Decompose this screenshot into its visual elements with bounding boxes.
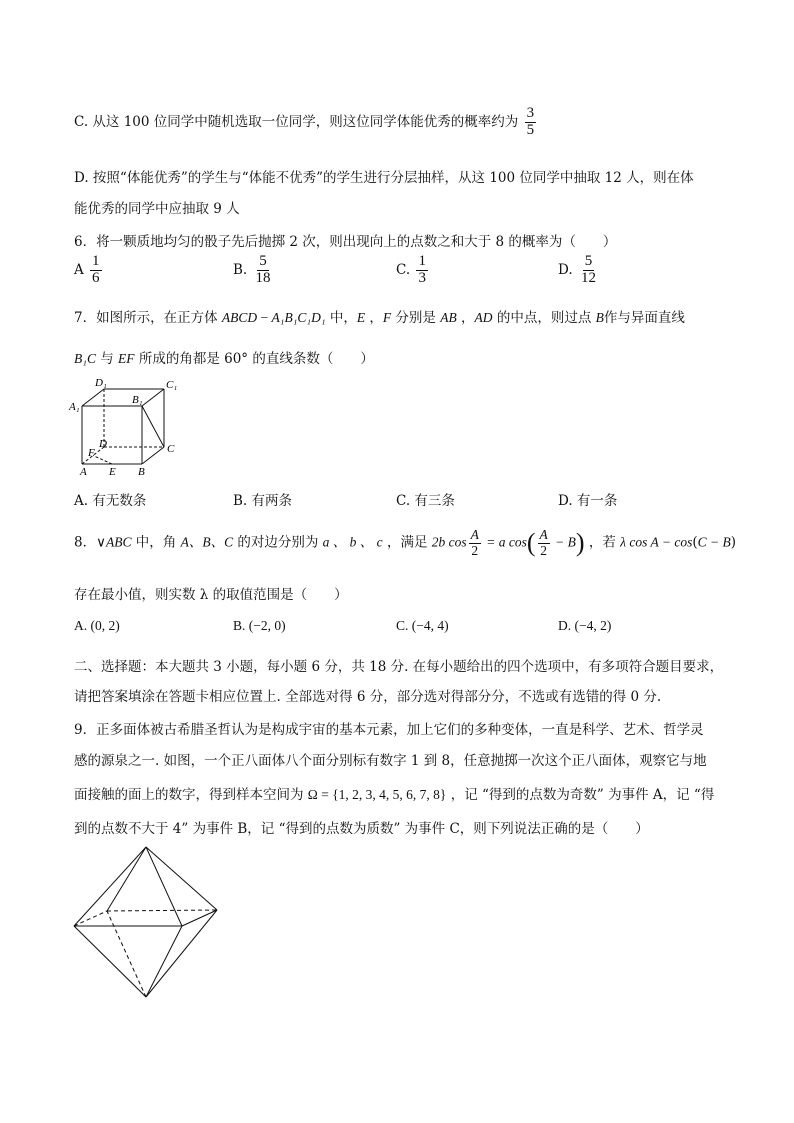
q6-option-b[interactable] <box>233 254 275 287</box>
edge <box>82 389 104 406</box>
q6-option-d[interactable] <box>558 254 600 287</box>
math-cube-top: A₁B₁C₁D₁ <box>271 310 326 325</box>
q5-option-c[interactable] <box>74 106 538 139</box>
cube-figure <box>66 376 190 480</box>
q6-stem: 6．将一颗质地均匀的骰子先后抛掷 2 次，则出现向上的点数之和大于 8 的概率为（ ） <box>74 234 617 250</box>
hidden-edge <box>74 911 107 926</box>
math-sides: a 、 b 、 c <box>322 534 383 550</box>
text: 面接触的面上的数字，得到样本空间为 <box>74 787 308 803</box>
label-d: D <box>99 438 107 450</box>
label-f: F <box>88 447 95 459</box>
text: 的对边分别为 <box>233 534 323 551</box>
fraction-numerator: 5 <box>584 253 593 269</box>
math-fraction <box>538 528 550 557</box>
q8-option-b[interactable]: B. (−2, 0) <box>233 618 286 633</box>
text: 作与异面直线 <box>603 310 685 326</box>
label-a1: A₁ <box>69 401 80 413</box>
math-sample-space: Ω = {1, 2, 3, 4, 5, 6, 7, 8} <box>307 787 447 802</box>
math-fraction <box>469 528 481 557</box>
fraction-numerator: 1 <box>418 253 426 269</box>
math-point-b: B <box>595 310 604 325</box>
math-expression: λ cos A − cos <box>620 534 693 550</box>
text: 与 <box>95 351 119 367</box>
math-condition: 2b cos <box>431 534 467 550</box>
fraction-denominator: 18 <box>255 269 271 286</box>
option-label: B. <box>233 261 248 278</box>
math-cube: ABCD <box>221 310 258 325</box>
math-triangle: ∨ABC <box>96 534 132 550</box>
q5-option-d-line2: 能优秀的同学中应抽取 9 人 <box>74 201 240 217</box>
text: ，若 <box>584 534 621 551</box>
q7-option-c[interactable]: C. 有三条 <box>396 493 455 509</box>
label-a: A <box>80 466 87 478</box>
segment-b1c <box>142 406 164 447</box>
fraction-numerator: 5 <box>259 253 267 269</box>
q9-line1: 9．正多面体被古希腊圣哲认为是构成宇宙的基本元素，加上它们的多种变体，一直是科学、艺术、哲学灵 <box>74 722 704 738</box>
option-fraction <box>90 254 102 287</box>
fraction-denominator: 5 <box>526 121 535 138</box>
label-d1: D₁ <box>95 377 107 389</box>
q5-option-d-line1[interactable]: D. 按照“体能优秀”的学生与“体能不优秀”的学生进行分层抽样，从这 100 位同学中抽取 12 人，则在体 <box>74 170 694 186</box>
paren-left: ( <box>692 534 698 551</box>
math-segment-ad: AD <box>474 310 493 325</box>
fraction-numerator: 3 <box>526 105 535 121</box>
q8-option-a[interactable]: A. (0, 2) <box>74 618 120 633</box>
text: 中，角 <box>131 534 181 551</box>
q7-option-b[interactable]: B. 有两条 <box>233 493 293 509</box>
text: 8． <box>74 534 97 551</box>
text: ，满足 <box>382 534 432 551</box>
q9-line2: 感的源泉之一. 如图，一个正八面体八个面分别标有数字 1 到 8，任意抛掷一次这个正八面体，观察它与地 <box>74 753 707 769</box>
label-e: E <box>109 466 116 478</box>
fraction-numerator: A <box>539 527 548 543</box>
label-b: B <box>138 466 145 478</box>
math-condition: − B <box>551 534 576 550</box>
text: 7．如图所示，在正方体 <box>74 310 222 326</box>
q6-option-c[interactable] <box>396 254 430 287</box>
option-label: D. <box>558 261 573 278</box>
math-segment-ef: EF <box>118 351 135 366</box>
octahedron-figure <box>70 843 222 1003</box>
fraction-numerator: A <box>470 527 479 543</box>
edge <box>146 847 217 910</box>
q7-option-a[interactable]: A. 有无数条 <box>74 493 147 509</box>
math-dash: − <box>257 310 272 325</box>
label-c: C <box>167 443 175 455</box>
edge <box>182 910 217 926</box>
math-condition: = a cos <box>482 534 527 550</box>
fraction-denominator: 12 <box>580 269 596 286</box>
paren-right: ) <box>575 528 585 557</box>
section2-line2: 请把答案填涂在答题卡相应位置上. 全部选对得 6 分，部分选对得部分分，不选或有选错的得 0 分. <box>74 689 662 705</box>
option-label: C. <box>396 261 411 278</box>
math-point-f: F <box>382 310 392 325</box>
text: ， <box>456 310 475 326</box>
option-fraction <box>579 254 598 287</box>
edge <box>142 389 164 406</box>
q7-stem-line2 <box>74 347 374 367</box>
q7-option-d[interactable]: D. 有一条 <box>558 493 618 509</box>
text: 分别是 <box>391 310 441 326</box>
math-angles: A、B、C <box>180 534 234 550</box>
edge <box>146 847 182 926</box>
fraction-denominator: 3 <box>418 269 426 286</box>
paren-right: ) <box>730 534 737 551</box>
edge <box>74 847 146 926</box>
option-fraction <box>254 254 273 287</box>
q5-option-c-fraction <box>525 106 537 139</box>
q7-stem-line1 <box>74 306 685 326</box>
math-expression: C − B <box>697 534 731 550</box>
q9-line3 <box>74 783 714 803</box>
text: 所成的角都是 60° 的直线条数（ ） <box>134 351 374 367</box>
label-c1: C₁ <box>166 379 178 391</box>
fraction-denominator: 2 <box>540 542 548 558</box>
text: 中， <box>325 310 357 326</box>
fraction-numerator: 1 <box>92 253 100 269</box>
edge <box>107 847 146 911</box>
q8-option-c[interactable]: C. (−4, 4) <box>396 618 449 633</box>
math-segment-b1c: B₁C <box>74 351 96 366</box>
hidden-edge <box>107 910 217 911</box>
option-fraction <box>416 254 428 287</box>
q8-stem-line2: 存在最小值，则实数 λ 的取值范围是（ ） <box>74 587 348 603</box>
edge <box>142 447 164 464</box>
fraction-denominator: 6 <box>92 269 100 286</box>
math-point-e: E <box>356 310 366 325</box>
math-segment-ab: AB <box>440 310 457 325</box>
section2-line1: 二、选择题：本大题共 3 小题，每小题 6 分，共 18 分. 在每小题给出的四个选项中，有多项符合题目要求， <box>74 659 724 675</box>
text: ，记 “得到的点数为奇数” 为事件 A，记 “得 <box>446 787 715 803</box>
edge <box>146 910 217 997</box>
option-label: A <box>74 261 84 278</box>
hidden-edge <box>107 911 146 997</box>
text: ， <box>365 310 383 326</box>
q8-option-d[interactable]: D. (−4, 2) <box>558 618 612 633</box>
q6-option-a[interactable] <box>74 254 104 287</box>
q8-stem-line1 <box>74 528 736 558</box>
label-b1: B₁ <box>132 394 143 406</box>
q9-line4: 到的点数不大于 4” 为事件 B，记 “得到的点数为质数” 为事件 C，则下列说法正确的是（ ） <box>74 821 649 837</box>
q5-option-c-text: C. 从这 100 位同学中随机选取一位同学，则这位同学体能优秀的概率约为 <box>74 113 519 130</box>
paren-left: ( <box>526 528 536 557</box>
segment-ef <box>93 456 112 465</box>
edge <box>146 926 182 997</box>
text: 的中点，则过点 <box>492 310 596 326</box>
edge <box>74 926 146 997</box>
fraction-denominator: 2 <box>471 542 479 558</box>
